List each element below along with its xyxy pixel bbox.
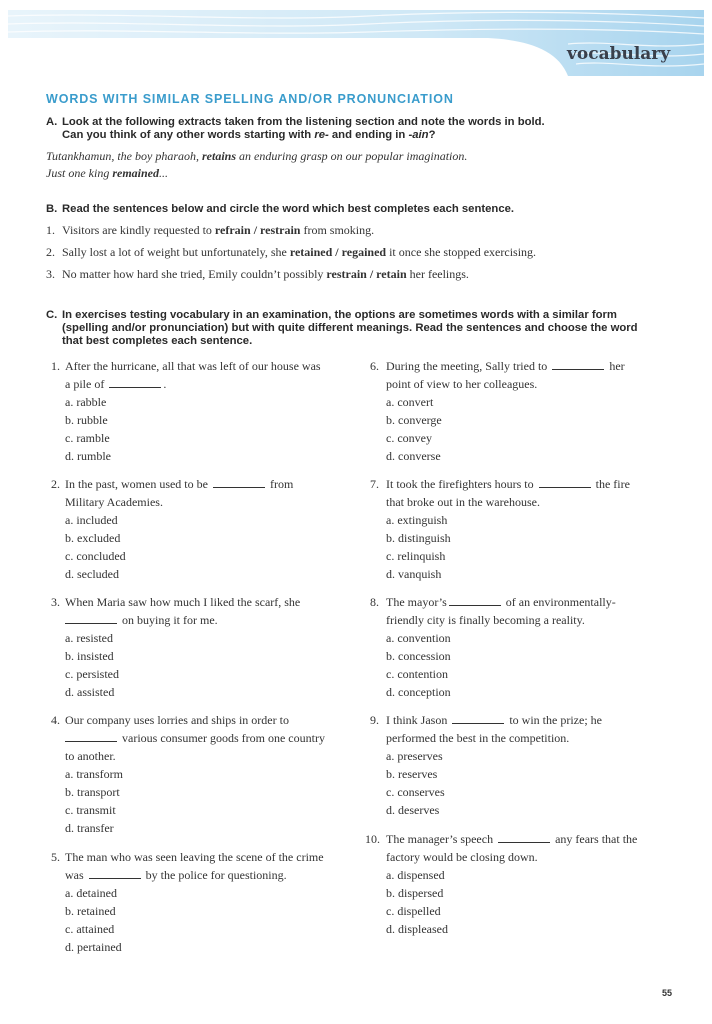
section-title: vocabulary xyxy=(567,44,671,64)
option[interactable]: c. concluded xyxy=(65,549,126,563)
option[interactable]: a. convention xyxy=(386,631,451,645)
option[interactable]: d. secluded xyxy=(65,567,119,581)
option[interactable]: d. pertained xyxy=(65,940,122,954)
option[interactable]: c. contention xyxy=(386,667,448,681)
part-a-label: A. xyxy=(46,116,58,128)
option[interactable]: d. displeased xyxy=(386,922,448,936)
question-6: 6. During the meeting, Sally tried to her point of view to her colleagues. a. convert b. converge c. convey d. converse xyxy=(370,359,625,463)
question-9: 9. I think Jason to win the prize; he performed the best in the competition. a. preserves b. reserves c. conserves d. deserves xyxy=(370,713,602,817)
page-number: 55 xyxy=(662,988,673,998)
answer-blank[interactable] xyxy=(449,595,501,606)
part-a-line2: Can you think of any other words starting with re- and ending in -ain? xyxy=(62,129,436,141)
option[interactable]: c. attained xyxy=(65,922,115,936)
option[interactable]: c. persisted xyxy=(65,667,119,681)
part-b-label: B. xyxy=(46,203,58,215)
question-10: 10. The manager’s speech any fears that the factory would be closing down. a. dispensed b. dispersed c. dispelled d. displeased xyxy=(365,832,638,936)
answer-blank[interactable] xyxy=(452,713,504,724)
option[interactable]: a. extinguish xyxy=(386,513,448,527)
answer-blank[interactable] xyxy=(109,377,161,388)
question-1: 1. After the hurricane, all that was left of our house was a pile of . a. rabble b. rubble c. ramble d. rumble xyxy=(51,359,321,463)
option[interactable]: a. included xyxy=(65,513,118,527)
option[interactable]: d. transfer xyxy=(65,821,114,835)
option[interactable]: b. converge xyxy=(386,413,442,427)
option[interactable]: c. ramble xyxy=(65,431,110,445)
question-5: 5. The man who was seen leaving the scene of the crime was by the police for questioning. a. detained b. retained c. attained d. pertained xyxy=(51,850,324,954)
question-4: 4. Our company uses lorries and ships in order to various consumer goods from one country to another. a. transform b. transport c. transmit d. transfer xyxy=(51,713,325,835)
part-a-example-1: Tutankhamun, the boy pharaoh, retains an enduring grasp on our popular imagination. xyxy=(46,149,468,163)
option[interactable]: a. rabble xyxy=(65,395,107,409)
option[interactable]: b. concession xyxy=(386,649,451,663)
section-heading: WORDS WITH SIMILAR SPELLING AND/OR PRONUNCIATION xyxy=(46,92,454,106)
option[interactable]: b. retained xyxy=(65,904,116,918)
answer-blank[interactable] xyxy=(65,613,117,624)
option[interactable]: a. convert xyxy=(386,395,434,409)
option[interactable]: d. deserves xyxy=(386,803,440,817)
option[interactable]: c. conserves xyxy=(386,785,445,799)
option[interactable]: d. vanquish xyxy=(386,567,442,581)
option[interactable]: a. dispensed xyxy=(386,868,445,882)
part-a-instruction xyxy=(46,116,646,142)
option[interactable]: b. transport xyxy=(65,785,120,799)
option[interactable]: d. rumble xyxy=(65,449,111,463)
answer-blank[interactable] xyxy=(89,868,141,879)
question-3: 3. When Maria saw how much I liked the scarf, she on buying it for me. a. resisted b. insisted c. persisted d. assisted xyxy=(51,595,301,699)
option[interactable]: b. dispersed xyxy=(386,886,444,900)
header-banner xyxy=(8,10,704,76)
part-c-instruction: C. In exercises testing vocabulary in an examination, the options are sometimes words with a similar form (spelling and/or pronunciation) but with quite different meanings. Read the sentences and choose the word that best completes each sentence. xyxy=(46,309,638,347)
answer-blank[interactable] xyxy=(552,359,604,370)
answer-blank[interactable] xyxy=(539,477,591,488)
option[interactable]: c. relinquish xyxy=(386,549,446,563)
answer-blank[interactable] xyxy=(65,731,117,742)
option[interactable]: b. insisted xyxy=(65,649,114,663)
option[interactable]: b. reserves xyxy=(386,767,438,781)
part-b-instruction: B. Read the sentences below and circle the word which best completes each sentence. xyxy=(46,203,515,215)
option[interactable]: c. dispelled xyxy=(386,904,441,918)
question-8: 8. The mayor’s of an environmentally- friendly city is finally becoming a reality. a. convention b. concession c. contention d. conception xyxy=(370,595,616,699)
answer-blank[interactable] xyxy=(498,832,550,843)
option[interactable]: a. preserves xyxy=(386,749,443,763)
option[interactable]: c. convey xyxy=(386,431,432,445)
part-a-example-2: Just one king remained... xyxy=(46,166,168,180)
option[interactable]: a. transform xyxy=(65,767,123,781)
option[interactable]: b. distinguish xyxy=(386,531,451,545)
option[interactable]: a. detained xyxy=(65,886,117,900)
answer-blank[interactable] xyxy=(213,477,265,488)
option[interactable]: a. resisted xyxy=(65,631,113,645)
option[interactable]: d. converse xyxy=(386,449,441,463)
option[interactable]: b. excluded xyxy=(65,531,121,545)
question-2: 2. In the past, women used to be from Military Academies. a. included b. excluded c. concluded d. secluded xyxy=(51,477,294,581)
option[interactable]: d. conception xyxy=(386,685,451,699)
option[interactable]: d. assisted xyxy=(65,685,115,699)
part-a-line1: Look at the following extracts taken from the listening section and note the words in bold. xyxy=(62,116,545,128)
option[interactable]: b. rubble xyxy=(65,413,108,427)
option[interactable]: c. transmit xyxy=(65,803,116,817)
part-c-label: C. xyxy=(46,309,58,321)
question-7: 7. It took the firefighters hours to the fire that broke out in the warehouse. a. extinguish b. distinguish c. relinquish d. vanquish xyxy=(370,477,630,581)
